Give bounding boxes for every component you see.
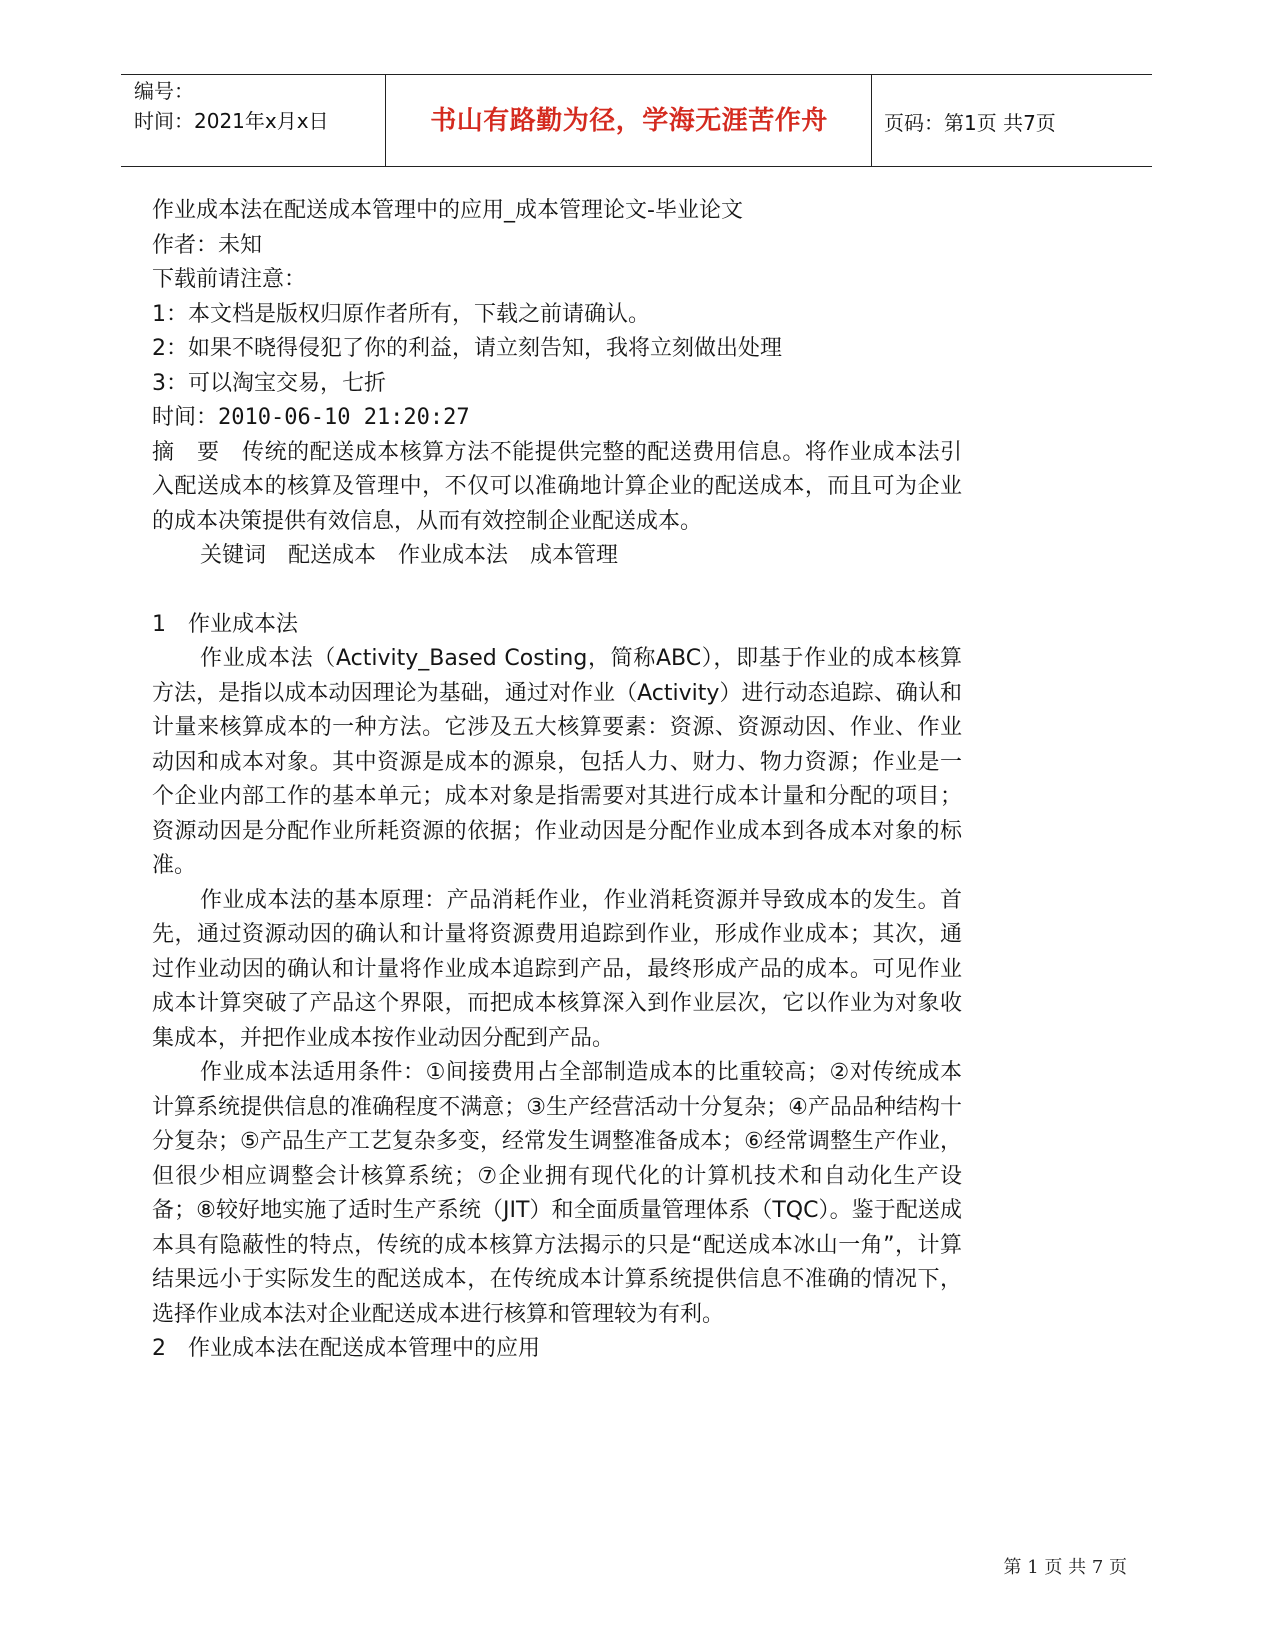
notice-item: 1：本文档是版权归原作者所有，下载之前请确认。	[152, 301, 650, 327]
section-heading: 2 作业成本法在配送成本管理中的应用	[152, 1336, 540, 1361]
body-paragraph: 作业成本法（Activity_Based Costing，简称ABC），即基于作业的成本核算方法，是指以成本动因理论为基础，通过对作业（Activity）进行动态追踪、确认和计量来核算成本的一种方法。它涉及五大核算要素：资源、资源动因、作业、作业动因和成本对象。其中资源是成本的源泉，包括人力、财力、物力资源；作业是一个企业内部工作的基本单元；成本对象是指需要对其进行成本计量和分配的项目；资源动因是分配作业所耗资源的依据；作业动因是分配作业成本到各成本对象的标准。	[152, 646, 962, 878]
article-title: 作业成本法在配送成本管理中的应用_成本管理论文-毕业论文	[152, 198, 743, 223]
spacer	[152, 574, 962, 608]
header-page-info: 页码：第1页 共7页	[884, 111, 1056, 135]
header-date: 时间：2021年x月x日	[134, 109, 329, 133]
header-number-label: 编号：	[134, 79, 194, 103]
notice-item: 3：可以淘宝交易，七折	[152, 370, 386, 396]
body-paragraph: 作业成本法适用条件：①间接费用占全部制造成本的比重较高；②对传统成本计算系统提供信息的准确程度不满意；③生产经营活动十分复杂；④产品品种结构十分复杂；⑤产品生产工艺复杂多变，经常发生调整准备成本；⑥经常调整生产作业，但很少相应调整会计核算系统；⑦企业拥有现代化的计算机技术和自动化生产设备；⑧较好地实施了适时生产系统（JIT）和全面质量管理体系（TQC）。鉴于配送成本具有隐蔽性的特点，传统的成本核算方法揭示的只是“配送成本冰山一角”，计算结果远小于实际发生的配送成本，在传统成本计算系统提供信息不准确的情况下，选择作业成本法对企业配送成本进行核算和管理较为有利。	[152, 1060, 962, 1327]
article-author: 作者：未知	[152, 232, 263, 258]
body-paragraph: 作业成本法的基本原理：产品消耗作业，作业消耗资源并导致成本的发生。首先，通过资源动因的确认和计量将资源费用追踪到作业，形成作业成本；其次，通过作业动因的确认和计量将作业成本追踪到产品，最终形成产品的成本。可见作业成本计算突破了产品这个界限，而把成本核算深入到作业层次，它以作业为对象收集成本，并把作业成本按作业动因分配到产品。	[152, 887, 962, 1051]
header-bottom-rule	[121, 166, 1152, 167]
header-top-rule	[121, 74, 1152, 75]
notice-heading: 下载前请注意：	[152, 267, 307, 292]
page-footer: 第 1 页 共 7 页	[1003, 1557, 1127, 1578]
section-heading: 1 作业成本法	[152, 611, 298, 637]
document-body	[152, 194, 962, 1367]
header-meta	[134, 76, 329, 136]
notice-item: 2：如果不晓得侵犯了你的利益，请立刻告知，我将立刻做出处理	[152, 336, 782, 361]
article-abstract: 摘 要 传统的配送成本核算方法不能提供完整的配送费用信息。将作业成本法引入配送成本的核算及管理中，不仅可以准确地计算企业的配送成本，而且可为企业的成本决策提供有效信息，从而有效控制企业配送成本。	[152, 439, 962, 534]
header-motto: 书山有路勤为径，学海无涯苦作舟	[430, 106, 828, 136]
article-time: 时间：2010-06-10 21:20:27	[152, 405, 470, 430]
article-keywords: 关键词 配送成本 作业成本法 成本管理	[200, 543, 619, 568]
